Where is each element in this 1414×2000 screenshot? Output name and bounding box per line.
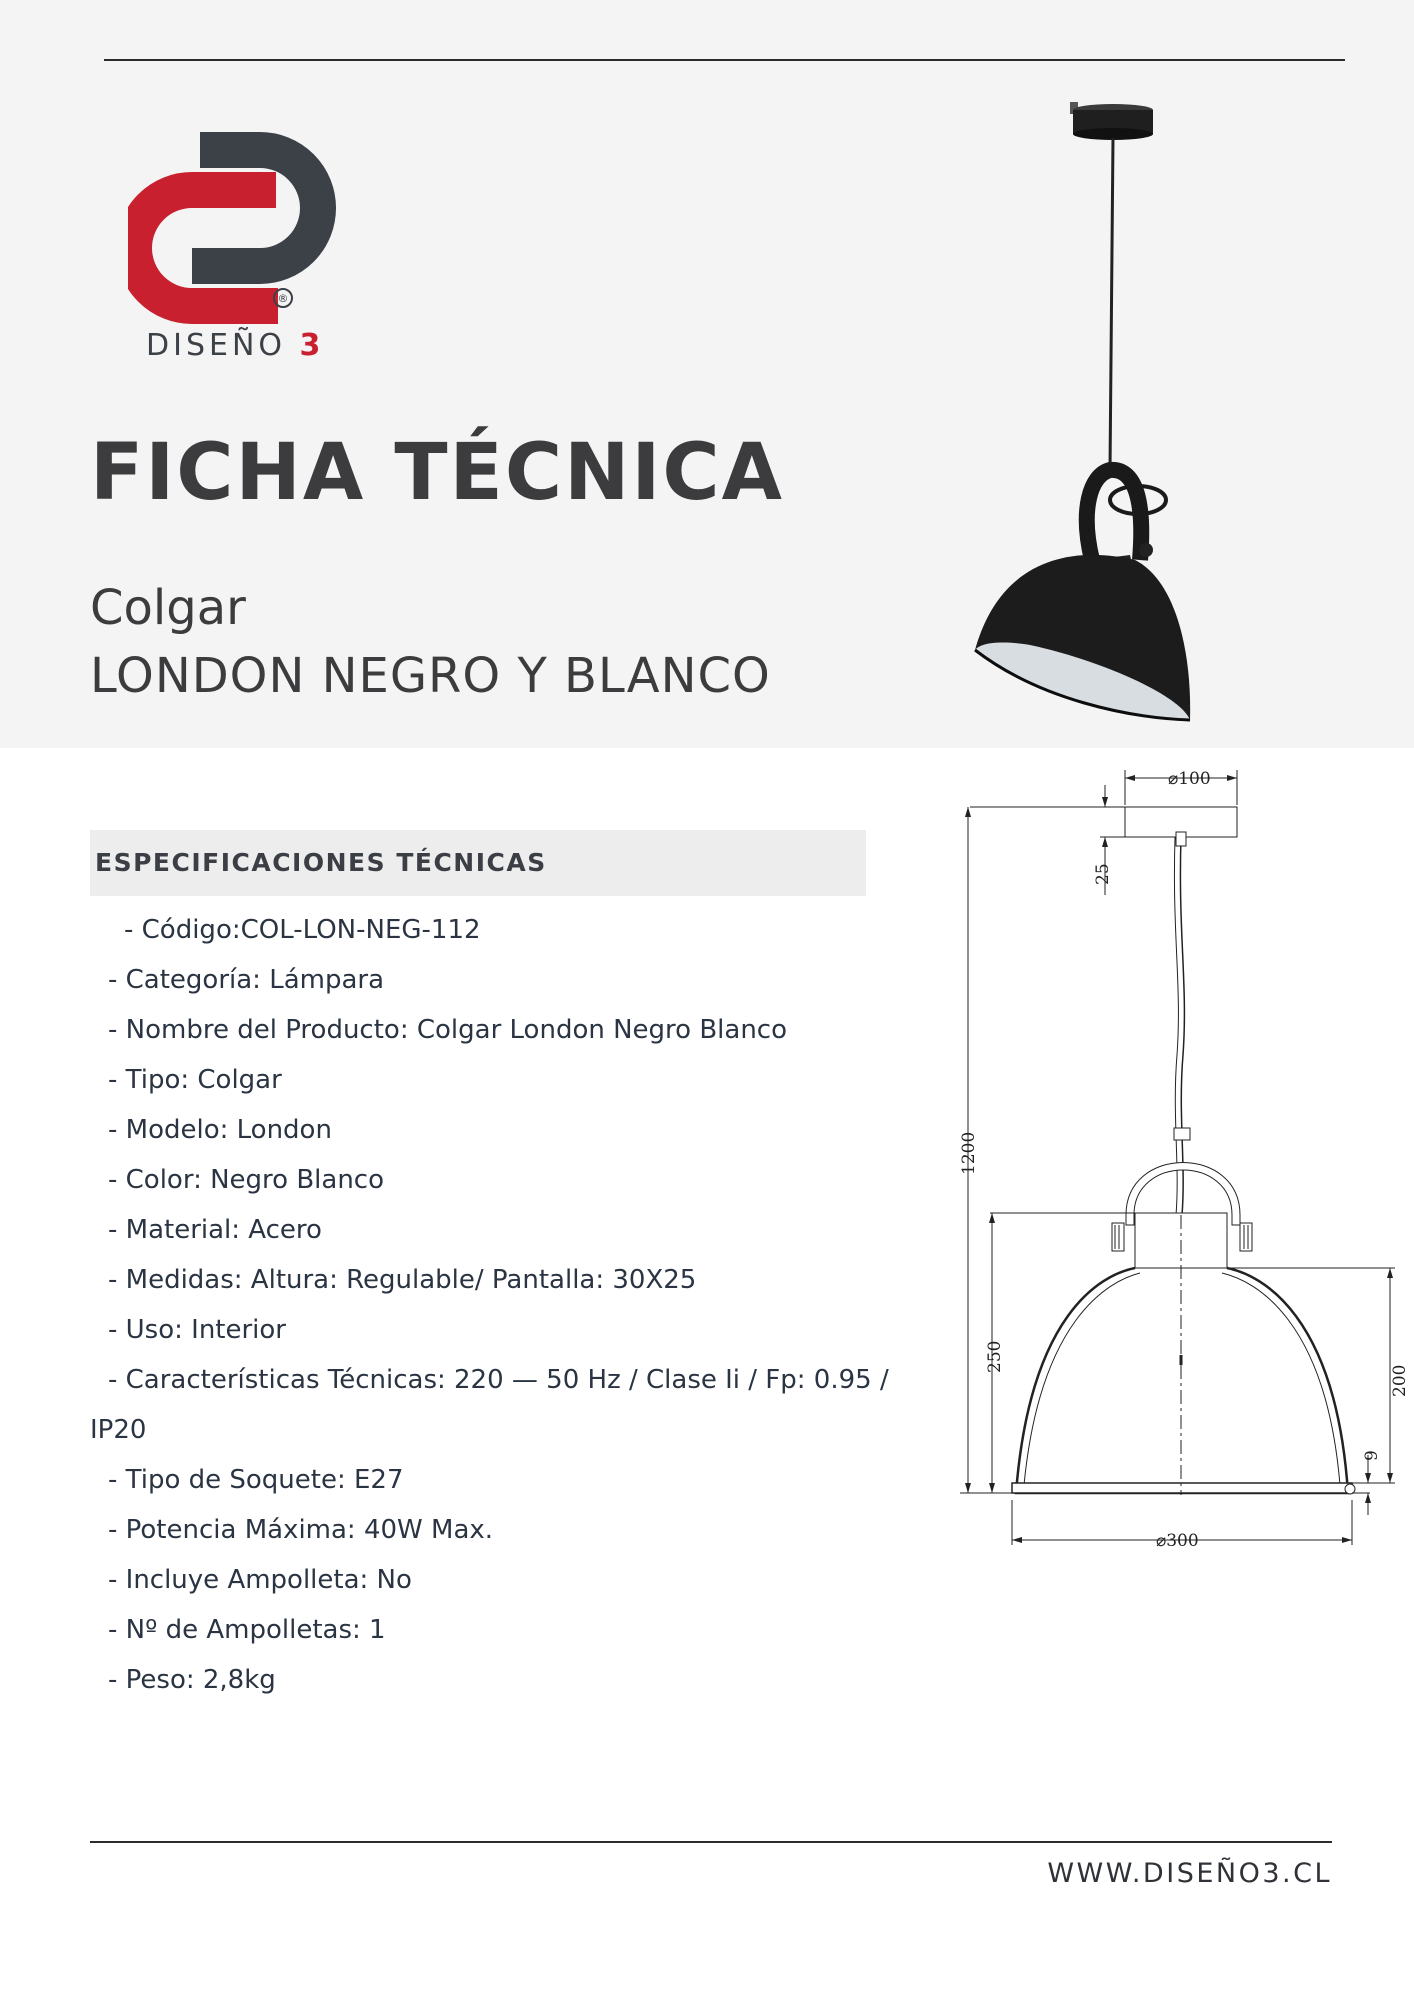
brand-name-accent: 3: [299, 328, 325, 363]
spec-item-codigo: - Código:COL-LON-NEG-112: [124, 915, 481, 945]
spec-item-tipo: - Tipo: Colgar: [108, 1065, 282, 1095]
spec-header: [90, 830, 866, 896]
spec-item-peso: - Peso: 2,8kg: [108, 1665, 276, 1695]
website-link[interactable]: WWW.DISEÑO3.CL: [1047, 1858, 1332, 1889]
lamp-photo: [960, 90, 1220, 730]
dim-shade-diameter: ⌀300: [1156, 1531, 1199, 1551]
dim-shade-body: 200: [1390, 1364, 1410, 1397]
dim-canopy-height: 25: [1093, 863, 1113, 885]
spec-item-soquete: - Tipo de Soquete: E27: [108, 1465, 404, 1495]
top-rule: [104, 59, 1345, 61]
registered-mark: ®: [277, 292, 289, 305]
spec-item-num-ampolletas: - Nº de Ampolletas: 1: [108, 1615, 386, 1645]
spec-list: [90, 905, 950, 1705]
spec-item-potencia: - Potencia Máxima: 40W Max.: [108, 1515, 494, 1545]
spec-heading: ESPECIFICACIONES TÉCNICAS: [95, 848, 547, 877]
brand-name-main: DISEÑO: [146, 328, 300, 363]
spec-item-categoria: - Categoría: Lámpara: [108, 965, 385, 995]
product-name: LONDON NEGRO Y BLANCO: [90, 648, 771, 704]
page-title: FICHA TÉCNICA: [90, 428, 784, 518]
dim-rim-height: 9: [1362, 1450, 1382, 1461]
technical-drawing: [950, 755, 1410, 1555]
product-category: Colgar: [90, 580, 246, 636]
dim-shade-height: 250: [985, 1340, 1005, 1373]
spec-item-caracteristicas-cont: IP20: [90, 1415, 147, 1445]
spec-item-color: - Color: Negro Blanco: [108, 1165, 385, 1195]
bottom-rule: [90, 1841, 1332, 1843]
spec-item-modelo: - Modelo: London: [108, 1115, 332, 1145]
spec-item-uso: - Uso: Interior: [108, 1315, 287, 1345]
spec-item-ampolleta: - Incluye Ampolleta: No: [108, 1565, 412, 1595]
dim-total-height: 1200: [959, 1131, 979, 1175]
spec-item-medidas: - Medidas: Altura: Regulable/ Pantalla: 30X25: [108, 1265, 697, 1295]
brand-name: [146, 328, 324, 363]
spec-item-material: - Material: Acero: [108, 1215, 322, 1245]
spec-item-nombre: - Nombre del Producto: Colgar London Negro Blanco: [108, 1015, 788, 1045]
dim-canopy-diameter: ⌀100: [1168, 769, 1211, 789]
spec-item-caracteristicas: - Características Técnicas: 220 — 50 Hz / Clase Ii / Fp: 0.95 /: [108, 1365, 889, 1395]
brand-logo-mark: [128, 130, 348, 330]
